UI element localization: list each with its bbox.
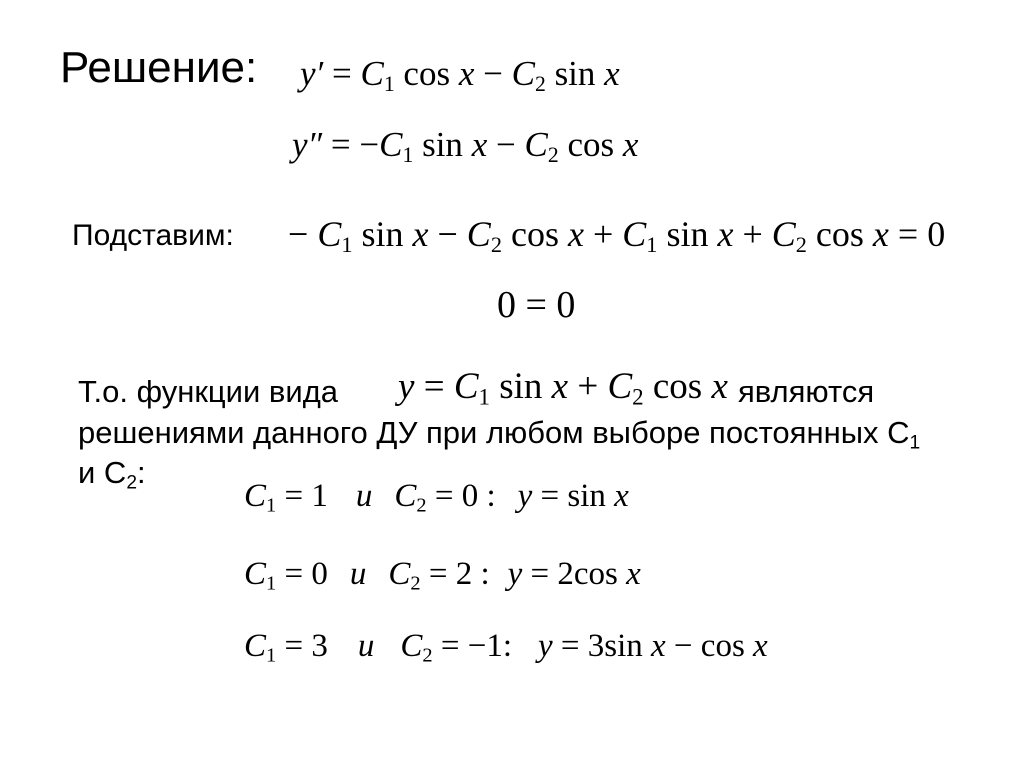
- conclusion-suffix: являются: [738, 374, 875, 409]
- conclusion-prefix: Т.о. функции вида: [78, 374, 339, 409]
- identity-equation: 0 = 0: [497, 284, 576, 326]
- general-solution-formula: $y = C_1$ $\sin x + C_2$ cos x: [398, 366, 728, 410]
- example-row-2: $C_1 = 0$ и $C_2 = 2$ : y = 2cos x: [244, 556, 641, 595]
- substitute-label: Подставим:: [72, 219, 234, 252]
- second-derivative-equation: $y'' = -C_1$ $\sin x - C_2$ cos x: [292, 125, 639, 168]
- conclusion-line-2: решениями данного ДУ при любом выборе постоянных $С_1$: [78, 415, 921, 454]
- first-derivative-equation: $y' = C_1$ $\cos x - C_2$ sin x: [300, 54, 620, 97]
- conclusion-line-3: и $С_2$:: [78, 455, 146, 494]
- substitution-equation: − $C_1$ $\sin x - C_2$ $\cos x + C_1$ $\sin x + C_2$ cos x = 0: [288, 214, 946, 258]
- page-title: Решение:: [60, 43, 258, 92]
- example-row-1: $C_1 = 1$ и $C_2 = 0$ : y = sin x: [244, 478, 629, 517]
- example-row-3: $C_1 = 3$ и $C_2 = -1$: y = 3sin x − cos x: [244, 628, 768, 667]
